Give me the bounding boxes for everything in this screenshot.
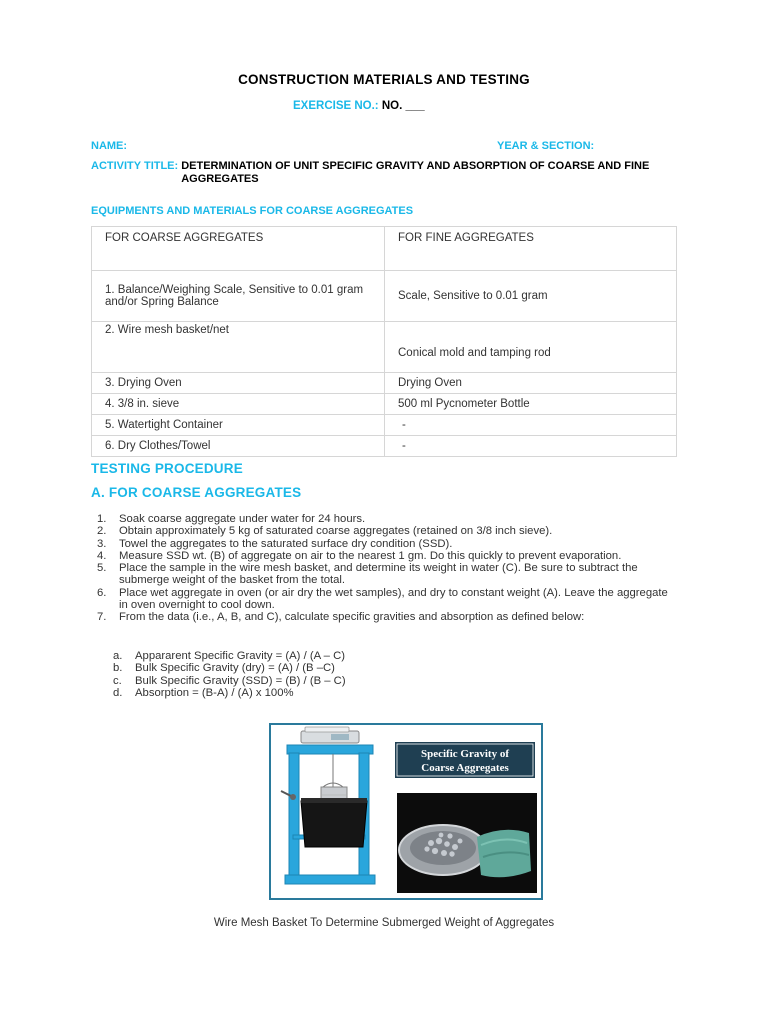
list-item: c. Bulk Specific Gravity (SSD) = (B) / (B – C) xyxy=(113,674,346,687)
coarse-aggregates-subheading: A. FOR COARSE AGGREGATES xyxy=(91,485,302,500)
list-item: a. Appararent Specific Gravity = (A) / (A – C) xyxy=(113,650,346,662)
figure-caption: Wire Mesh Basket To Determine Submerged Weight of Aggregates xyxy=(213,917,555,929)
banner-line-2: Coarse Aggregates xyxy=(421,762,509,774)
exercise-label: EXERCISE NO.: xyxy=(293,100,379,112)
column-header-coarse: FOR COARSE AGGREGATES xyxy=(92,227,385,271)
table-row xyxy=(92,436,677,457)
table-cell: - xyxy=(385,436,677,457)
table-cell: 2. Wire mesh basket/net xyxy=(92,322,385,373)
list-item: 4. Measure SSD wt. (B) of aggregate on air to the nearest 1 gm. Do this quickly to prevent evaporation. xyxy=(97,549,622,562)
exercise-value: NO. ___ xyxy=(381,100,425,112)
table-cell: Drying Oven xyxy=(385,373,677,394)
list-item: 3. Towel the aggregates to the saturated surface dry condition (SSD). xyxy=(97,537,453,550)
table-row xyxy=(92,271,677,322)
table-cell: 3. Drying Oven xyxy=(92,373,385,394)
table-row xyxy=(92,415,677,436)
column-header-fine: FOR FINE AGGREGATES xyxy=(385,227,677,271)
apparatus-figure xyxy=(269,723,543,900)
activity-title-label: ACTIVITY TITLE: xyxy=(91,160,179,172)
list-item: 2. Obtain approximately 5 kg of saturated coarse aggregates (retained on 3/8 inch sieve). xyxy=(97,525,553,538)
list-item: 5. Place the sample in the wire mesh basket, and determine its weight in water (C). Be sure to subtract the submerge weight of the basket from the total. xyxy=(97,562,638,587)
title-banner xyxy=(395,742,535,778)
table-cell: 4. 3/8 in. sieve xyxy=(92,394,385,415)
banner-line-1: Specific Gravity of xyxy=(421,748,509,760)
activity-title-text: DETERMINATION OF UNIT SPECIFIC GRAVITY AND ABSORPTION OF COARSE AND FINE AGGREGATES xyxy=(181,160,650,185)
table-cell: Conical mold and tamping rod xyxy=(385,322,677,373)
aggregates-photo xyxy=(397,793,537,893)
list-item: b. Bulk Specific Gravity (dry) = (A) / (B –C) xyxy=(113,662,335,675)
table-header-row xyxy=(92,227,677,271)
testing-procedure-heading: TESTING PROCEDURE xyxy=(91,461,243,476)
table-cell: 1. Balance/Weighing Scale, Sensitive to 0.01 gram and/or Spring Balance xyxy=(92,271,385,322)
formula-list xyxy=(113,650,346,699)
table-cell: 6. Dry Clothes/Towel xyxy=(92,436,385,457)
table-row xyxy=(92,322,677,373)
list-item: 7. From the data (i.e., A, B, and C), calculate specific gravities and absorption as defined below: xyxy=(97,611,585,624)
name-label: NAME: xyxy=(91,140,128,152)
weighing-scale xyxy=(301,727,359,743)
table-cell: Scale, Sensitive to 0.01 gram xyxy=(385,271,677,322)
list-item: 6. Place wet aggregate in oven (or air dry the wet samples), and dry to constant weight (A). Leave the aggregate in oven overnight to cool down. xyxy=(97,586,668,612)
equipment-table xyxy=(91,226,677,457)
table-cell: 500 ml Pycnometer Bottle xyxy=(385,394,677,415)
document-title: CONSTRUCTION MATERIALS AND TESTING xyxy=(238,72,530,87)
table-row xyxy=(92,373,677,394)
water-container xyxy=(301,798,367,847)
list-item: 1. Soak coarse aggregate under water for 24 hours. xyxy=(97,513,366,525)
apparatus-illustration xyxy=(271,725,541,898)
exercise-number xyxy=(293,100,425,112)
table-row xyxy=(92,394,677,415)
table-cell: 5. Watertight Container xyxy=(92,415,385,436)
equipment-heading: EQUIPMENTS AND MATERIALS FOR COARSE AGGREGATES xyxy=(91,205,414,217)
table-cell: - xyxy=(385,415,677,436)
activity-title-block xyxy=(91,160,691,186)
list-item: d. Absorption = (B-A) / (A) x 100% xyxy=(113,686,294,699)
procedure-steps-list xyxy=(91,513,671,624)
year-section-label: YEAR & SECTION: xyxy=(497,140,595,152)
